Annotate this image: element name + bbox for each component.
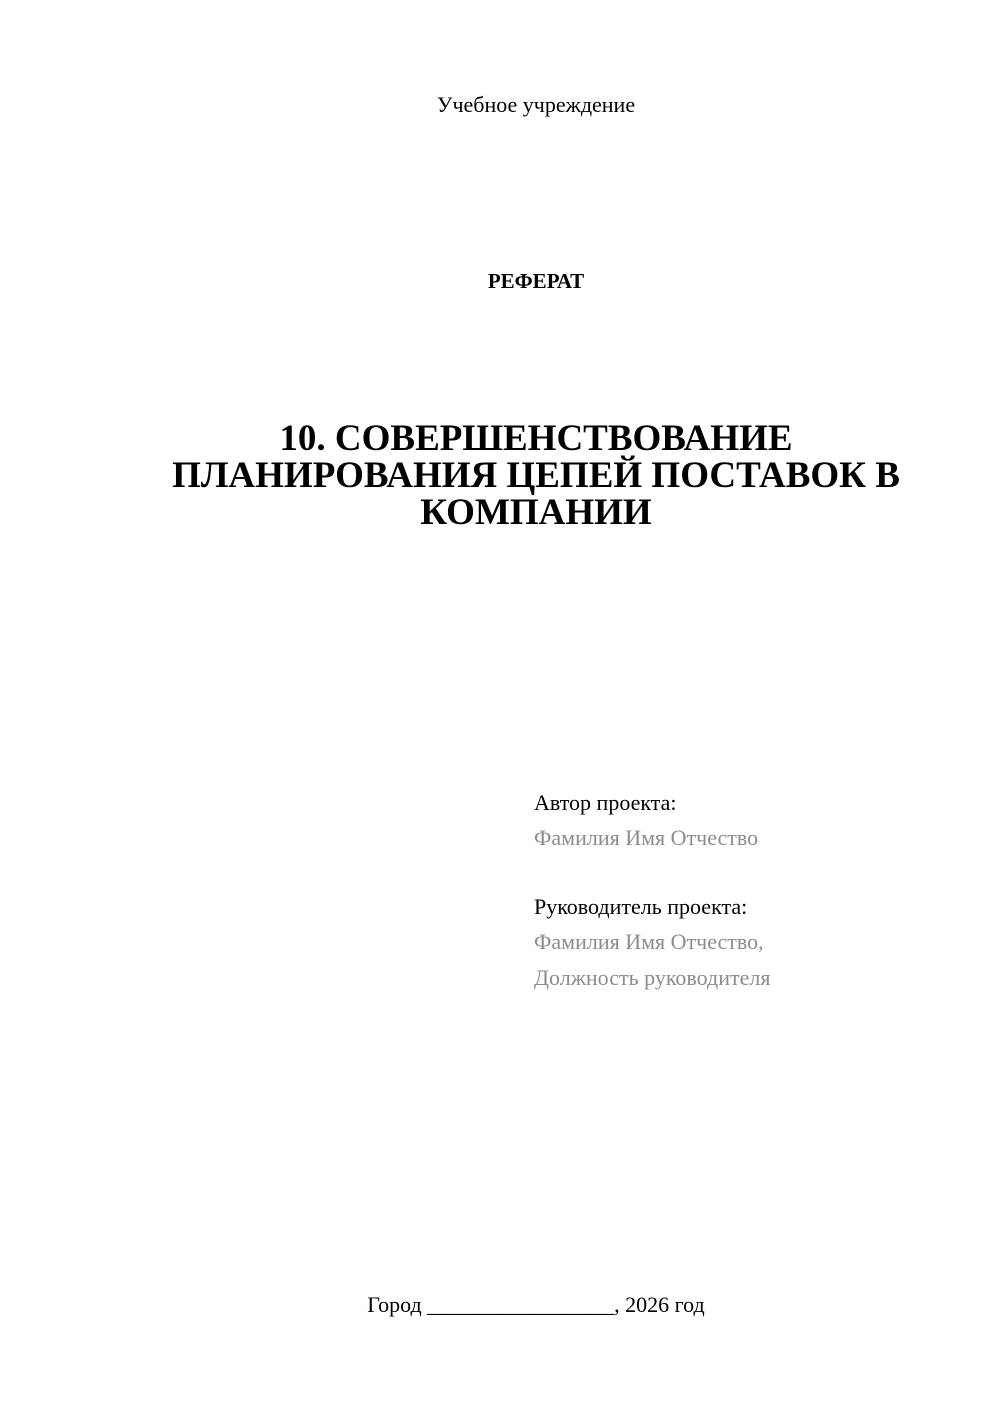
city-year-line: Город _________________, 2026 год	[367, 1292, 705, 1317]
author-name: Фамилия Имя Отчество	[534, 825, 759, 850]
title-line: КОМПАНИИ	[420, 492, 652, 533]
author-label: Автор проекта:	[534, 790, 677, 815]
title-line: 10. СОВЕРШЕНСТВОВАНИЕ	[279, 418, 793, 459]
document-type: РЕФЕРАТ	[487, 269, 585, 293]
institution-name: Учебное учреждение	[436, 92, 636, 117]
spacer	[534, 856, 974, 890]
document-title	[100, 420, 972, 531]
project-people-block	[534, 786, 974, 996]
title-line: ПЛАНИРОВАНИЯ ЦЕПЕЙ ПОСТАВОК В	[172, 455, 900, 496]
supervisor-position: Должность руководителя	[534, 965, 771, 990]
supervisor-name: Фамилия Имя Отчество,	[534, 929, 764, 954]
supervisor-label: Руководитель проекта:	[534, 894, 748, 919]
